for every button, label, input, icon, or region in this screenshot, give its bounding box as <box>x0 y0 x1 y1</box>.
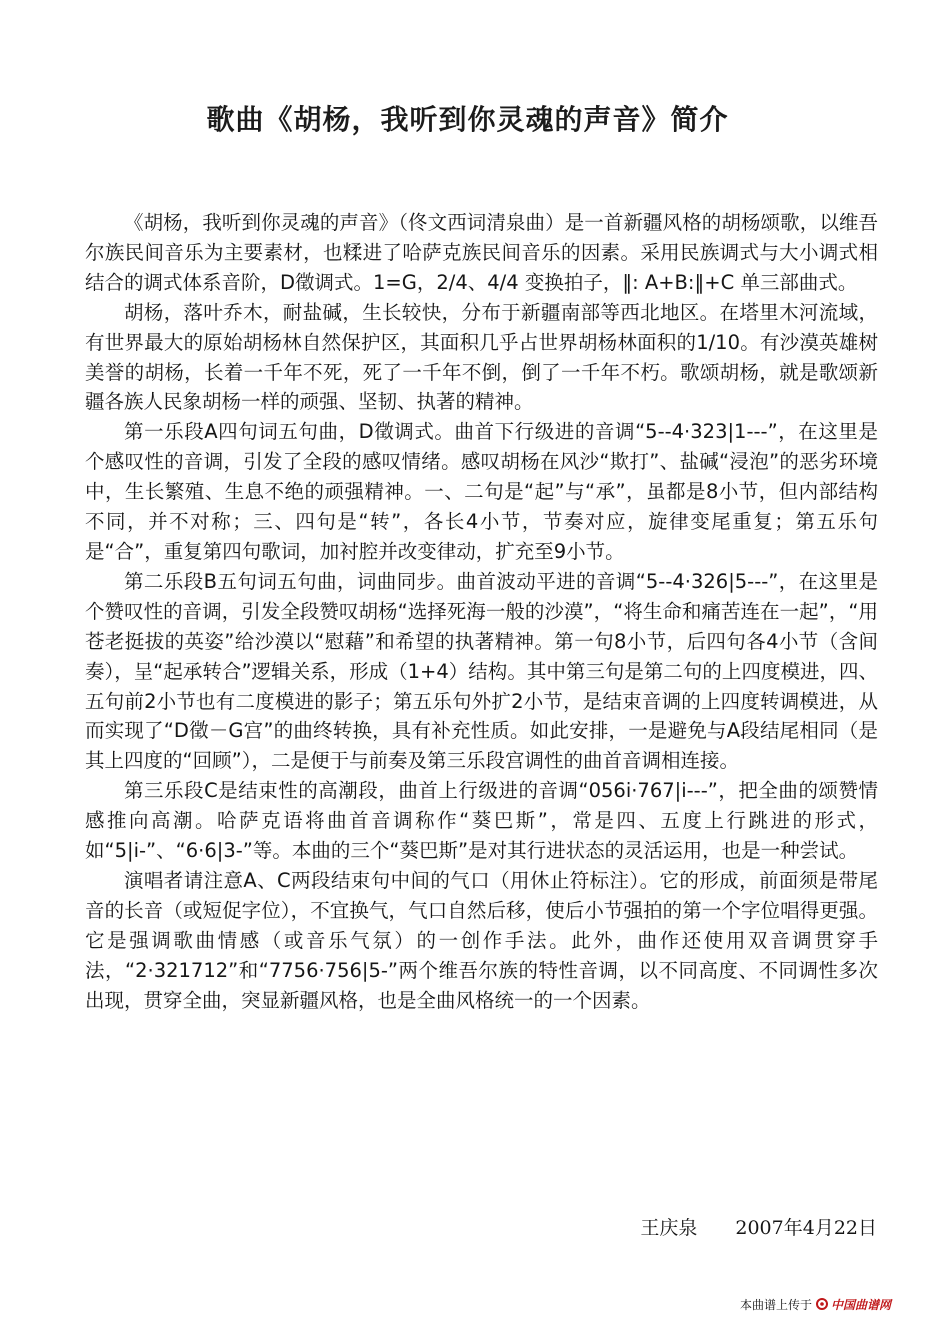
paragraph-performance-notes: 演唱者请注意A、C两段结束句中间的气口（用休止符标注）。它的形成，前面须是带尾音的长音（或短促字位），不宜换气，气口自然后移，使后小节强拍的第一个字位唱得更强。它是强调歌曲情感（或音乐气氛）的一创作手法。此外，曲作还使用双音调贯穿手法，“2·321712”和“7756·756|5-”两个维吾尔族的特性音调，以不同高度、不同调性多次出现，贯穿全曲，突显新疆风格，也是全曲风格统一的一个因素。 <box>85 868 878 1012</box>
upload-footer <box>740 1295 891 1313</box>
paragraph-poplar: 胡杨，落叶乔木，耐盐碱，生长较快，分布于新疆南部等西北地区。在塔里木河流域，有世界最大的原始胡杨林自然保护区，其面积几乎占世界胡杨林面积的1/10。有沙漠英雄树美誉的胡杨，长着一千年不死，死了一千年不倒，倒了一千年不朽。歌颂胡杨，就是歌颂新疆各族人民象胡杨一样的顽强、坚韧、执著的精神。 <box>85 300 878 414</box>
footer-text: 本曲谱上传于 <box>740 1297 813 1312</box>
paragraph-intro: 《胡杨，我听到你灵魂的声音》（佟文西词清泉曲）是一首新疆风格的胡杨颂歌，以维吾尔族民间音乐为主要素材，也糅进了哈萨克族民间音乐的因素。采用民族调式与大小调式相结合的调式体系音阶，D徵调式。1=G，2/4、4/4 变换拍子，‖: A+B:‖+C 单三部曲式。 <box>85 211 878 294</box>
site-brand-link[interactable]: 中国曲谱网 <box>831 1297 892 1312</box>
document-body <box>85 208 878 1015</box>
paragraph-section-b: 第二乐段B五句词五句曲，词曲同步。曲首波动平进的音调“5--4·326|5---”，在这里是个赞叹性的音调，引发全段赞叹胡杨“选择死海一般的沙漠”，“将生命和痛苦连在一起”，“用苍老挺拔的英姿”给沙漠以“慰藉”和希望的执著精神。第一句8小节，后四句各4小节（含间奏），呈“起承转合”逻辑关系，形成（1+4）结构。其中第三句是第二句的上四度模进，四、五句前2小节也有二度模进的影子；第五乐句外扩2小节，是结束音调的上四度转调模进，从而实现了“D徵－G宫”的曲终转换，具有补充性质。如此安排，一是避免与A段结尾相同（是其上四度的“回顾”），二是便于与前奏及第三乐段宫调性的曲首音调相连接。 <box>85 569 878 773</box>
paragraph-section-c: 第三乐段C是结束性的高潮段，曲首上行级进的音调“056i·767|i---”，把全曲的颂赞情感推向高潮。哈萨克语将曲首音调称作“葵巴斯”，常是四、五度上行跳进的形式，如“5|i-”、“6·6|3-”等。本曲的三个“葵巴斯”是对其行进状态的灵活运用，也是一种尝试。 <box>85 779 878 863</box>
qupu-logo-icon <box>816 1298 828 1310</box>
page-title: 歌曲《胡杨，我听到你灵魂的声音》简介 <box>206 103 729 136</box>
author-signature: 王庆泉 2007年4月22日 <box>640 1217 877 1239</box>
paragraph-section-a: 第一乐段A四句词五句曲，D徵调式。曲首下行级进的音调“5--4·323|1---”，在这里是个感叹性的音调，引发了全段的感叹情绪。感叹胡杨在风沙“欺打”、盐碱“浸泡”的恶劣环境中，生长繁殖、生息不绝的顽强精神。一、二句是“起”与“承”，虽都是8小节，但内部结构不同，并不对称；三、四句是“转”，各长4小节，节奏对应，旋律变尾重复；第五乐句是“合”，重复第四句歌词，加衬腔并改变律动，扩充至9小节。 <box>85 420 878 563</box>
